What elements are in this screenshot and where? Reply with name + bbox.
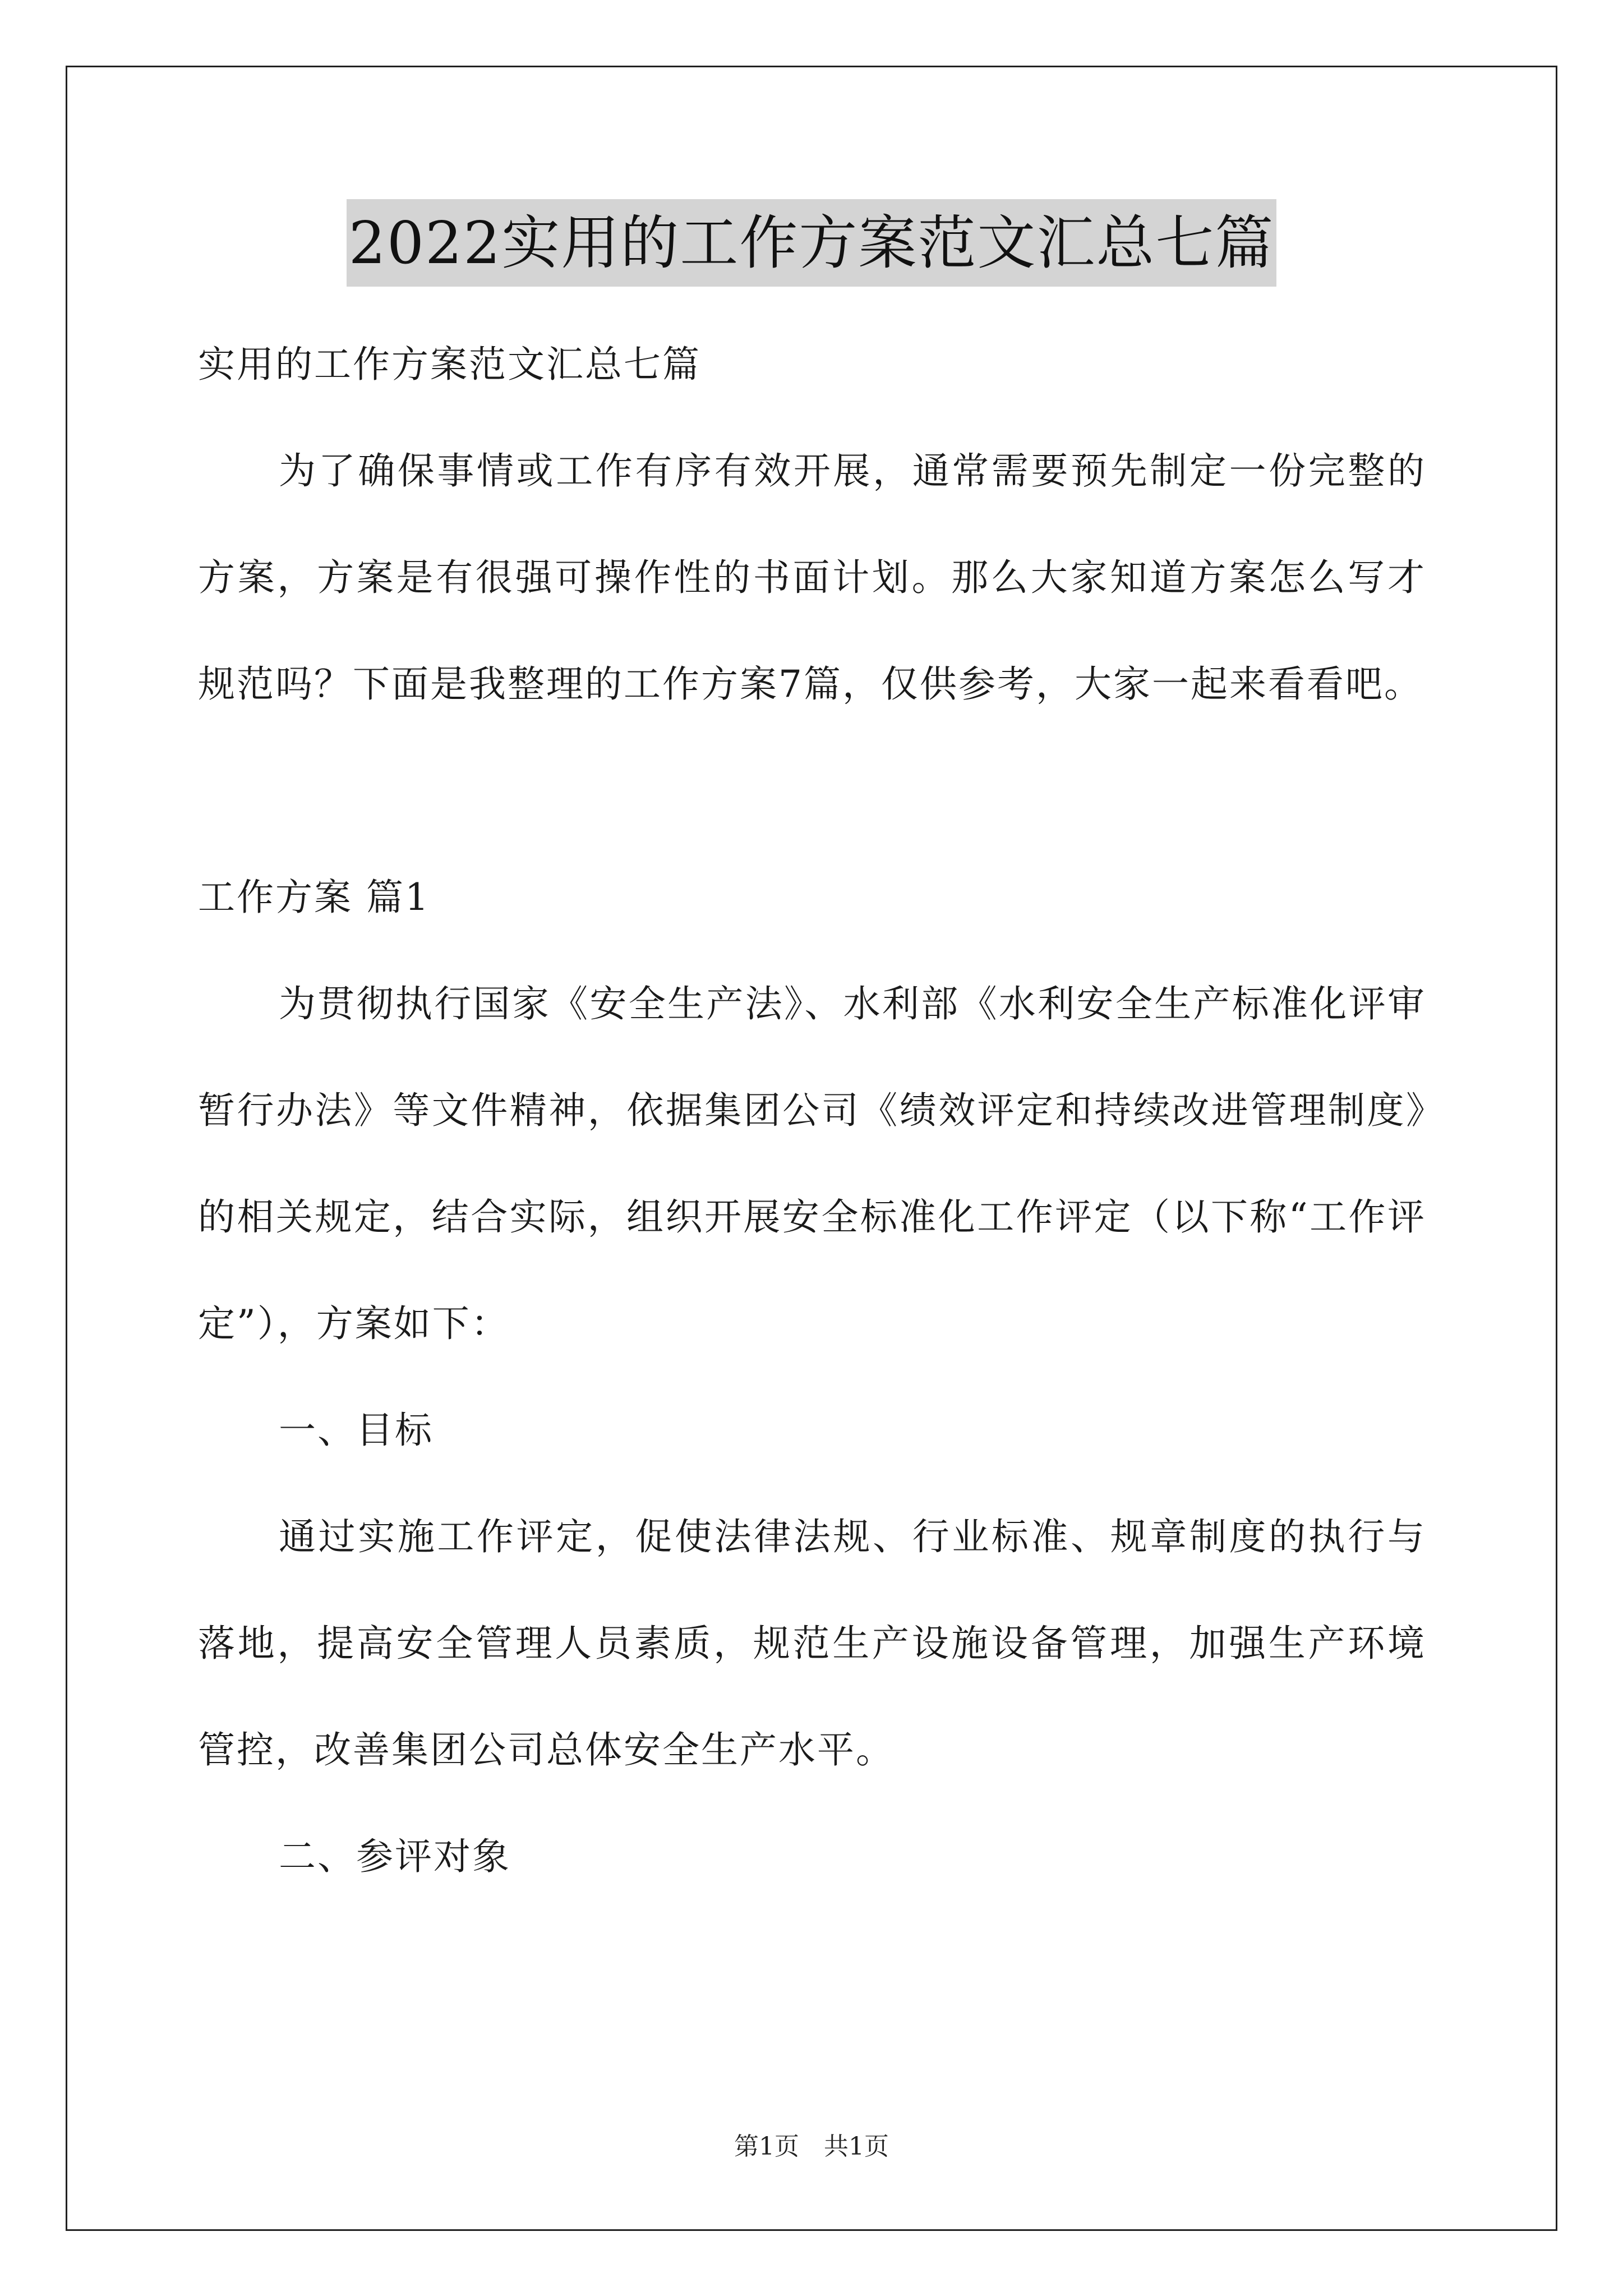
blank-line xyxy=(198,738,1426,844)
section-heading: 工作方案 篇1 xyxy=(198,876,430,919)
goal-heading: 一、目标 xyxy=(279,1409,434,1452)
title-container xyxy=(0,199,1623,287)
goal-paragraph: 通过实施工作评定，促使法律法规、行业标准、规章制度的执行与落地，提高安全管理人员素质，规范生产设施设备管理，加强生产环境管控，改善集团公司总体安全生产水平。 xyxy=(198,1515,1426,1772)
section-paragraph: 为贯彻执行国家《安全生产法》、水利部《水利安全生产标准化评审暂行办法》等文件精神，依据集团公司《绩效评定和持续改进管理制度》的相关规定，结合实际，组织开展安全标准化工作评定（以下称“工作评定”），方案如下： xyxy=(198,982,1426,1345)
intro-paragraph: 为了确保事情或工作有序有效开展，通常需要预先制定一份完整的方案，方案是有很强可操作性的书面计划。那么大家知道方案怎么写才规范吗？下面是我整理的工作方案7篇，仅供参考，大家一起来看看吧。 xyxy=(198,449,1426,706)
document-title: 2022实用的工作方案范文汇总七篇 xyxy=(347,199,1277,287)
page-footer: 第1页 共1页 xyxy=(734,2132,889,2161)
targets-heading: 二、参评对象 xyxy=(279,1835,511,1878)
document-body xyxy=(198,311,1426,1910)
document-subtitle: 实用的工作方案范文汇总七篇 xyxy=(198,343,701,386)
